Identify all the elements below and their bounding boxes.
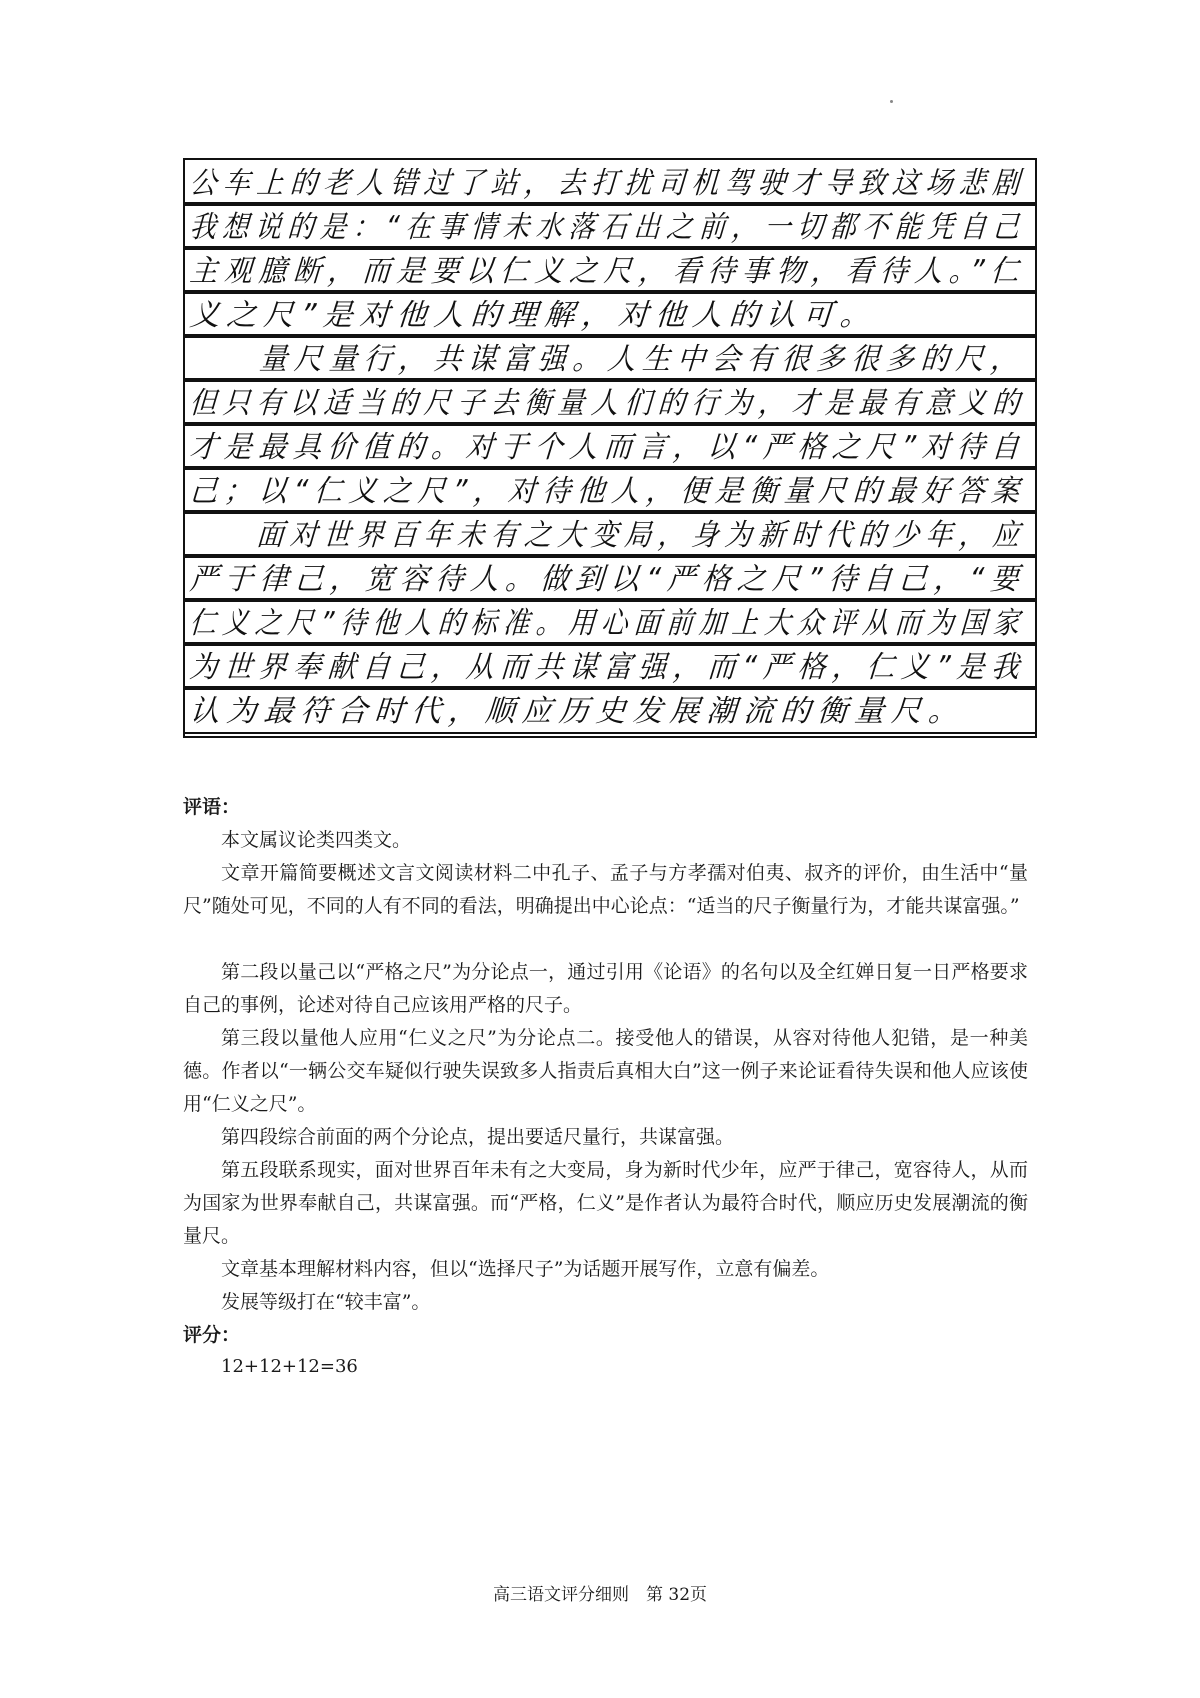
- manuscript-line: 才是最具价值的。对于个人而言，以“严格之尺”对待自: [188, 430, 1027, 465]
- manuscript-line: 面对世界百年未有之大变局，身为新时代的少年，应: [188, 518, 1028, 553]
- scan-speck: [890, 100, 893, 103]
- manuscript-row: [185, 554, 1035, 602]
- page-footer: 高三语文评分细则 第 32页: [492, 1585, 708, 1605]
- manuscript-line: 义之尺”是对他人的理解，对他人的认可。: [188, 298, 879, 333]
- manuscript-row: [185, 378, 1035, 426]
- manuscript-line: 己；以“仁义之尺”，对待他人，便是衡量尺的最好答案: [188, 474, 1027, 509]
- comment-label: 评语：: [183, 796, 241, 818]
- manuscript-row: [185, 598, 1035, 646]
- comment-paragraph: 文章基本理解材料内容，但以“选择尺子”为话题开展写作，立意有偏差。: [221, 1258, 830, 1280]
- comment-paragraph: 第五段联系现实，面对世界百年未有之大变局，身为新时代少年，应严于律己，宽容待人，从而为国家为世界奉献自己，共谋富强。而“严格，仁义”是作者认为最符合时代，顺应历史发展潮流的衡量尺。: [183, 1159, 1028, 1247]
- score-label: 评分：: [183, 1324, 241, 1346]
- manuscript-line: 为世界奉献自己，从而共谋富强，而“严格，仁义”是我: [188, 650, 1027, 685]
- manuscript-row: [185, 202, 1035, 250]
- manuscript-line: 但只有以适当的尺子去衡量人们的行为，才是最有意义的: [188, 386, 1028, 421]
- manuscript-line: 仁义之尺”待他人的标准。用心面前加上大众评从而为国家: [188, 606, 1027, 641]
- manuscript-line: 公车上的老人错过了站，去打扰司机驾驶才导致这场悲剧: [188, 166, 1028, 201]
- manuscript-row: [185, 642, 1035, 690]
- manuscript-row: [185, 466, 1035, 514]
- score-value: 12+12+12=36: [221, 1356, 358, 1377]
- manuscript-line: 严于律己，宽容待人。做到以“严格之尺”待自己，“要: [188, 562, 1027, 597]
- manuscript-line: 认为最符合时代，顺应历史发展潮流的衡量尺。: [188, 694, 967, 729]
- manuscript-row: [185, 334, 1035, 382]
- manuscript-row: [185, 686, 1035, 734]
- manuscript-row: [185, 158, 1035, 206]
- comment-paragraph: 本文属议论类四类文。: [221, 829, 412, 851]
- comment-paragraph: 文章开篇简要概述文言文阅读材料二中孔子、孟子与方孝孺对伯夷、叔齐的评价，由生活中“量尺”随处可见，不同的人有不同的看法，明确提出中心论点：“适当的尺子衡量行为，才能共谋富强。”: [183, 862, 1028, 917]
- handwritten-essay-scan: [183, 158, 1037, 738]
- manuscript-line: 主观臆断，而是要以仁义之尺，看待事物，看待人。”仁: [188, 254, 1027, 289]
- manuscript-row: [185, 290, 1035, 338]
- manuscript-row: [185, 246, 1035, 294]
- manuscript-row: [185, 510, 1035, 558]
- comment-paragraph: 发展等级打在“较丰富”。: [221, 1291, 431, 1313]
- comment-paragraph: 第四段综合前面的两个分论点，提出要适尺量行，共谋富强。: [221, 1126, 735, 1148]
- manuscript-line: 量尺量行，共谋富强。人生中会有很多很多的尺，: [188, 342, 1027, 377]
- manuscript-row: [185, 422, 1035, 470]
- comment-paragraph: 第二段以量己以“严格之尺”为分论点一，通过引用《论语》的名句以及全红婵日复一日严格要求自己的事例，论述对待自己应该用严格的尺子。: [183, 961, 1028, 1016]
- comment-paragraph: 第三段以量他人应用“仁义之尺”为分论点二。接受他人的错误，从容对待他人犯错，是一种美德。作者以“一辆公交车疑似行驶失误致多人指责后真相大白”这一例子来论证看待失误和他人应该使用“仁义之尺”。: [183, 1027, 1028, 1115]
- manuscript-line: 我想说的是：“在事情未水落石出之前，一切都不能凭自己: [188, 210, 1027, 245]
